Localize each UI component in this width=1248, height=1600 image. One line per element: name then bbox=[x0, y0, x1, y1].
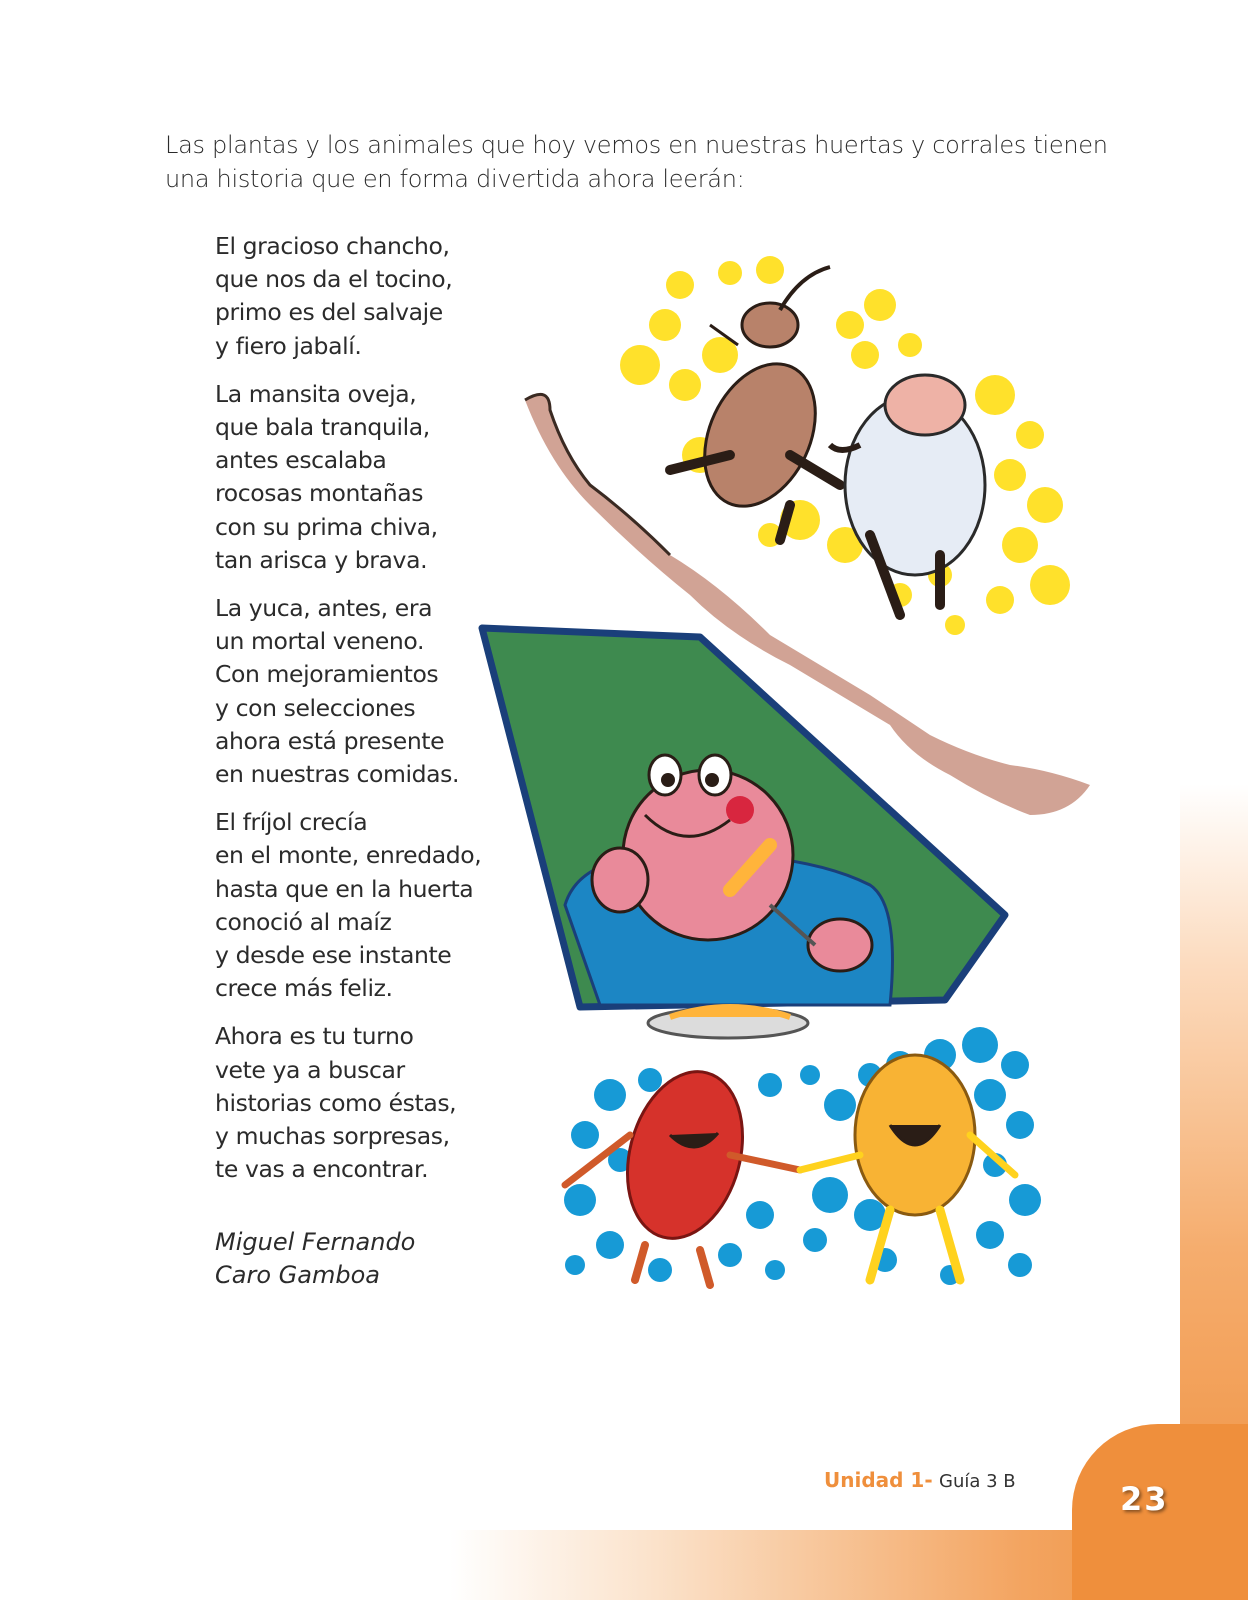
poem-line: historias como éstas, bbox=[215, 1088, 457, 1117]
footer-unit: Unidad 1- bbox=[824, 1468, 933, 1492]
author-first-name: Miguel Fernando bbox=[215, 1228, 416, 1256]
poem-line: un mortal veneno. bbox=[215, 627, 425, 656]
poem-line: y desde ese instante bbox=[215, 941, 452, 970]
intro-line-2: una historia que en forma divertida ahora leerán: bbox=[165, 165, 745, 193]
poem-line: en nuestras comidas. bbox=[215, 760, 460, 789]
poem-line: tan arisca y brava. bbox=[215, 545, 428, 574]
poem-line: vete ya a buscar bbox=[215, 1055, 405, 1084]
sheep-icon bbox=[830, 375, 985, 615]
poem-line: primo es del salvaje bbox=[215, 298, 443, 327]
poem-line: y fiero jabalí. bbox=[215, 331, 362, 360]
poem-line: La yuca, antes, era bbox=[215, 594, 433, 623]
poem-line: y muchas sorpresas, bbox=[215, 1122, 450, 1151]
poem-line: te vas a encontrar. bbox=[215, 1155, 429, 1184]
poem-line: antes escalaba bbox=[215, 446, 387, 475]
footer-label bbox=[824, 1468, 1016, 1492]
footer-guide: Guía 3 B bbox=[939, 1471, 1016, 1492]
poem-line: que bala tranquila, bbox=[215, 413, 430, 442]
poem-line: con su prima chiva, bbox=[215, 512, 438, 541]
poem-line: La mansita oveja, bbox=[215, 379, 417, 408]
right-decorative-band bbox=[1180, 0, 1248, 1600]
poem-line: Ahora es tu turno bbox=[215, 1022, 414, 1051]
poem-line: en el monte, enredado, bbox=[215, 841, 482, 870]
bottom-decorative-band bbox=[0, 1530, 1248, 1600]
intro-line-1: Las plantas y los animales que hoy vemos en nuestras huertas y corrales tienen bbox=[165, 131, 1108, 159]
page-number: 23 bbox=[1120, 1480, 1169, 1518]
poem-line: rocosas montañas bbox=[215, 479, 424, 508]
poem-line: crece más feliz. bbox=[215, 974, 393, 1003]
poem-line: que nos da el tocino, bbox=[215, 265, 453, 294]
poem-line: conoció al maíz bbox=[215, 907, 392, 936]
intro-paragraph bbox=[165, 128, 1108, 196]
poem-line: El fríjol crecía bbox=[215, 808, 368, 837]
poem-illustration bbox=[470, 255, 1110, 1315]
poem-line: ahora está presente bbox=[215, 726, 445, 755]
goat-icon bbox=[670, 267, 840, 540]
poem-line: El gracioso chancho, bbox=[215, 232, 450, 260]
poem-line: y con selecciones bbox=[215, 693, 416, 722]
author-last-name: Caro Gamboa bbox=[215, 1261, 380, 1289]
poem-line: Con mejoramientos bbox=[215, 660, 439, 689]
poem-line: hasta que en la huerta bbox=[215, 874, 474, 903]
